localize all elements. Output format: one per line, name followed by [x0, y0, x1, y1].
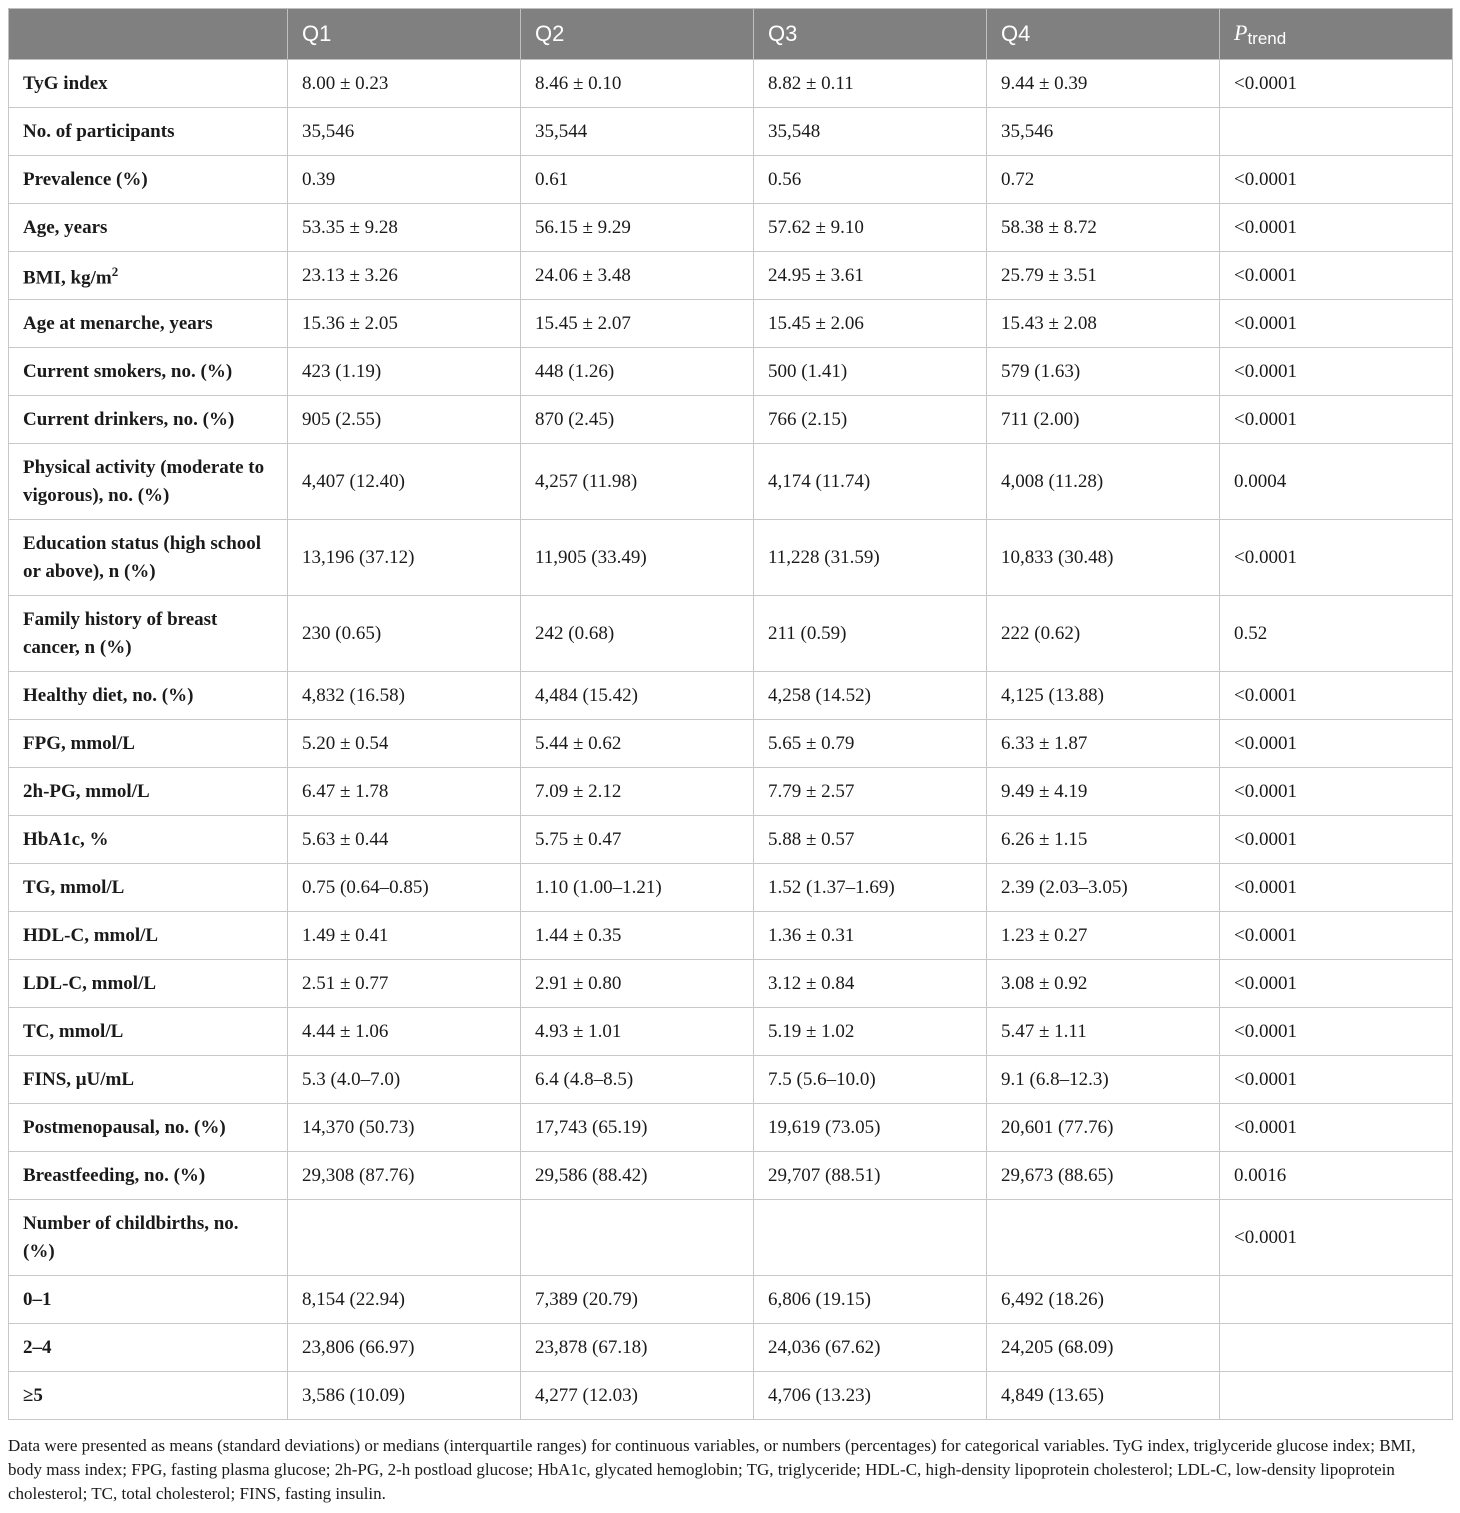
cell-q1 — [288, 1200, 521, 1276]
cell-q3: 24,036 (67.62) — [754, 1324, 987, 1372]
cell-q1: 6.47 ± 1.78 — [288, 768, 521, 816]
cell-p-trend — [1220, 1372, 1453, 1420]
cell-q1: 5.20 ± 0.54 — [288, 720, 521, 768]
cell-q4: 10,833 (30.48) — [987, 520, 1220, 596]
cell-p-trend: <0.0001 — [1220, 60, 1453, 108]
row-label-text: Healthy diet, no. (%) — [23, 684, 194, 706]
row-label-text: Family history of breast cancer, n (%) — [23, 608, 218, 658]
table-row — [9, 1200, 1453, 1276]
cell-q4: 3.08 ± 0.92 — [987, 960, 1220, 1008]
table-row — [9, 396, 1453, 444]
cell-q1: 13,196 (37.12) — [288, 520, 521, 596]
cell-q2: 4.93 ± 1.01 — [521, 1008, 754, 1056]
row-label — [9, 1104, 288, 1152]
cell-q3: 5.19 ± 1.02 — [754, 1008, 987, 1056]
cell-q2: 7,389 (20.79) — [521, 1276, 754, 1324]
table-row — [9, 720, 1453, 768]
cell-q1: 230 (0.65) — [288, 596, 521, 672]
cell-q3: 35,548 — [754, 108, 987, 156]
table-row — [9, 252, 1453, 300]
row-label — [9, 204, 288, 252]
row-label — [9, 60, 288, 108]
cell-q1: 0.39 — [288, 156, 521, 204]
cell-q4: 4,849 (13.65) — [987, 1372, 1220, 1420]
cell-q4: 25.79 ± 3.51 — [987, 252, 1220, 300]
row-label-text: Physical activity (moderate to vigorous), no. (%) — [23, 456, 265, 506]
row-label-text: TC, mmol/L — [23, 1020, 124, 1042]
cell-p-trend: <0.0001 — [1220, 1200, 1453, 1276]
row-label-text: HDL-C, mmol/L — [23, 924, 159, 946]
cell-p-trend: 0.0004 — [1220, 444, 1453, 520]
table-body — [9, 60, 1453, 1420]
cell-q2: 1.10 (1.00–1.21) — [521, 864, 754, 912]
row-label-text: Prevalence (%) — [23, 168, 148, 190]
cell-q1: 423 (1.19) — [288, 348, 521, 396]
cell-q1: 8,154 (22.94) — [288, 1276, 521, 1324]
cell-q1: 53.35 ± 9.28 — [288, 204, 521, 252]
row-label-text: FINS, μU/mL — [23, 1068, 135, 1090]
cell-q1: 14,370 (50.73) — [288, 1104, 521, 1152]
cell-q4: 6,492 (18.26) — [987, 1276, 1220, 1324]
table-row — [9, 156, 1453, 204]
row-label — [9, 960, 288, 1008]
cell-p-trend — [1220, 108, 1453, 156]
cell-p-trend: <0.0001 — [1220, 672, 1453, 720]
cell-q1: 0.75 (0.64–0.85) — [288, 864, 521, 912]
row-label-text: ≥5 — [23, 1384, 43, 1406]
row-label-text: No. of participants — [23, 120, 175, 142]
row-label-text: Education status (high school or above), n (%) — [23, 532, 262, 582]
table-row — [9, 204, 1453, 252]
cell-q4: 15.43 ± 2.08 — [987, 300, 1220, 348]
cell-q1: 29,308 (87.76) — [288, 1152, 521, 1200]
cell-q4: 222 (0.62) — [987, 596, 1220, 672]
cell-q4: 24,205 (68.09) — [987, 1324, 1220, 1372]
cell-q3: 7.79 ± 2.57 — [754, 768, 987, 816]
cell-q2: 11,905 (33.49) — [521, 520, 754, 596]
row-label — [9, 1008, 288, 1056]
header-variable — [9, 9, 288, 60]
row-label-text: Age, years — [23, 216, 108, 238]
data-table — [8, 8, 1453, 1420]
cell-p-trend: <0.0001 — [1220, 1056, 1453, 1104]
cell-q4: 9.49 ± 4.19 — [987, 768, 1220, 816]
row-label — [9, 768, 288, 816]
cell-p-trend: <0.0001 — [1220, 348, 1453, 396]
row-label-text: Current drinkers, no. (%) — [23, 408, 235, 430]
table-row — [9, 1056, 1453, 1104]
row-label-text: BMI, kg/m — [23, 267, 112, 289]
cell-q1: 35,546 — [288, 108, 521, 156]
cell-q3: 4,706 (13.23) — [754, 1372, 987, 1420]
header-q2: Q2 — [521, 9, 754, 60]
row-label — [9, 108, 288, 156]
cell-q4: 9.1 (6.8–12.3) — [987, 1056, 1220, 1104]
cell-q2: 35,544 — [521, 108, 754, 156]
cell-q2: 6.4 (4.8–8.5) — [521, 1056, 754, 1104]
cell-q2: 29,586 (88.42) — [521, 1152, 754, 1200]
cell-q2: 8.46 ± 0.10 — [521, 60, 754, 108]
table-row — [9, 60, 1453, 108]
cell-q2: 4,484 (15.42) — [521, 672, 754, 720]
row-label — [9, 1276, 288, 1324]
row-label-text: HbA1c, % — [23, 828, 109, 850]
cell-q2 — [521, 1200, 754, 1276]
cell-q4: 29,673 (88.65) — [987, 1152, 1220, 1200]
cell-q4: 4,008 (11.28) — [987, 444, 1220, 520]
table-header — [9, 9, 1453, 60]
cell-q4: 711 (2.00) — [987, 396, 1220, 444]
row-label-text: 2–4 — [23, 1336, 52, 1358]
cell-p-trend: <0.0001 — [1220, 520, 1453, 596]
table-row — [9, 348, 1453, 396]
row-label-text: TG, mmol/L — [23, 876, 125, 898]
table-row — [9, 520, 1453, 596]
table-row — [9, 960, 1453, 1008]
row-label — [9, 156, 288, 204]
cell-q1: 905 (2.55) — [288, 396, 521, 444]
cell-q3: 5.88 ± 0.57 — [754, 816, 987, 864]
row-label — [9, 1372, 288, 1420]
cell-p-trend — [1220, 1324, 1453, 1372]
cell-q2: 56.15 ± 9.29 — [521, 204, 754, 252]
cell-p-trend: <0.0001 — [1220, 960, 1453, 1008]
table-row — [9, 108, 1453, 156]
cell-q2: 5.44 ± 0.62 — [521, 720, 754, 768]
row-label-superscript: 2 — [111, 264, 119, 280]
row-label — [9, 912, 288, 960]
cell-q3: 19,619 (73.05) — [754, 1104, 987, 1152]
cell-q3: 24.95 ± 3.61 — [754, 252, 987, 300]
cell-q4: 0.72 — [987, 156, 1220, 204]
cell-q3 — [754, 1200, 987, 1276]
cell-q1: 1.49 ± 0.41 — [288, 912, 521, 960]
row-label — [9, 396, 288, 444]
row-label-text: Current smokers, no. (%) — [23, 360, 233, 382]
cell-q2: 0.61 — [521, 156, 754, 204]
cell-q3: 4,174 (11.74) — [754, 444, 987, 520]
cell-q2: 4,257 (11.98) — [521, 444, 754, 520]
table-row — [9, 596, 1453, 672]
header-p-trend — [1220, 9, 1453, 60]
cell-p-trend: <0.0001 — [1220, 156, 1453, 204]
cell-p-trend: <0.0001 — [1220, 396, 1453, 444]
cell-q2: 448 (1.26) — [521, 348, 754, 396]
row-label — [9, 1324, 288, 1372]
cell-p-trend — [1220, 1276, 1453, 1324]
header-q4: Q4 — [987, 9, 1220, 60]
cell-q2: 4,277 (12.03) — [521, 1372, 754, 1420]
cell-p-trend: <0.0001 — [1220, 912, 1453, 960]
row-label — [9, 672, 288, 720]
table-row — [9, 1324, 1453, 1372]
cell-p-trend: 0.0016 — [1220, 1152, 1453, 1200]
row-label — [9, 864, 288, 912]
cell-p-trend: <0.0001 — [1220, 204, 1453, 252]
cell-q1: 4,832 (16.58) — [288, 672, 521, 720]
cell-q4: 35,546 — [987, 108, 1220, 156]
cell-q2: 2.91 ± 0.80 — [521, 960, 754, 1008]
row-label-text: TyG index — [23, 72, 108, 94]
cell-p-trend: <0.0001 — [1220, 1008, 1453, 1056]
cell-q1: 5.63 ± 0.44 — [288, 816, 521, 864]
row-label — [9, 720, 288, 768]
cell-p-trend: <0.0001 — [1220, 1104, 1453, 1152]
cell-q3: 1.52 (1.37–1.69) — [754, 864, 987, 912]
cell-q1: 8.00 ± 0.23 — [288, 60, 521, 108]
cell-q3: 11,228 (31.59) — [754, 520, 987, 596]
header-q1: Q1 — [288, 9, 521, 60]
row-label-text: Breastfeeding, no. (%) — [23, 1164, 206, 1186]
row-label-text: Age at menarche, years — [23, 312, 213, 334]
row-label-text: 0–1 — [23, 1288, 52, 1310]
cell-q3: 7.5 (5.6–10.0) — [754, 1056, 987, 1104]
cell-q2: 5.75 ± 0.47 — [521, 816, 754, 864]
table-container — [8, 8, 1452, 1420]
row-label — [9, 816, 288, 864]
table-row — [9, 1104, 1453, 1152]
cell-q3: 6,806 (19.15) — [754, 1276, 987, 1324]
row-label-text: 2h-PG, mmol/L — [23, 780, 150, 802]
cell-q4: 9.44 ± 0.39 — [987, 60, 1220, 108]
row-label-text: Number of childbirths, no. (%) — [23, 1212, 239, 1262]
cell-q4: 58.38 ± 8.72 — [987, 204, 1220, 252]
table-row — [9, 1152, 1453, 1200]
header-p-sub: trend — [1247, 28, 1287, 48]
table-row — [9, 1372, 1453, 1420]
cell-q1: 3,586 (10.09) — [288, 1372, 521, 1420]
cell-q4: 6.26 ± 1.15 — [987, 816, 1220, 864]
table-row — [9, 912, 1453, 960]
cell-q3: 0.56 — [754, 156, 987, 204]
row-label-text: Postmenopausal, no. (%) — [23, 1116, 226, 1138]
table-row — [9, 444, 1453, 520]
cell-p-trend: <0.0001 — [1220, 300, 1453, 348]
cell-q3: 5.65 ± 0.79 — [754, 720, 987, 768]
row-label — [9, 444, 288, 520]
cell-q1: 4,407 (12.40) — [288, 444, 521, 520]
cell-p-trend: <0.0001 — [1220, 864, 1453, 912]
cell-q1: 4.44 ± 1.06 — [288, 1008, 521, 1056]
cell-q2: 15.45 ± 2.07 — [521, 300, 754, 348]
cell-q4: 579 (1.63) — [987, 348, 1220, 396]
row-label-text: FPG, mmol/L — [23, 732, 135, 754]
cell-q4: 5.47 ± 1.11 — [987, 1008, 1220, 1056]
row-label — [9, 300, 288, 348]
cell-q2: 23,878 (67.18) — [521, 1324, 754, 1372]
row-label — [9, 252, 288, 300]
cell-q3: 1.36 ± 0.31 — [754, 912, 987, 960]
table-footnote: Data were presented as means (standard deviations) or medians (interquartile ranges) for continuous variables, or numbers (percentages) for categorical variables. TyG index, triglyceride glucose index; BMI, body mass index; FPG, fasting plasma glucose; 2h-PG, 2-h postload glucose; HbA1c, glycated hemoglobin; TG, triglyceride; HDL-C, high-density lipoprotein cholesterol; LDL-C, low-density lipoprotein cholesterol; TC, total cholesterol; FINS, fasting insulin. — [8, 1436, 1416, 1503]
table-row — [9, 768, 1453, 816]
cell-q3: 15.45 ± 2.06 — [754, 300, 987, 348]
table-row — [9, 672, 1453, 720]
cell-q4 — [987, 1200, 1220, 1276]
row-label — [9, 520, 288, 596]
cell-q4: 20,601 (77.76) — [987, 1104, 1220, 1152]
cell-q1: 23,806 (66.97) — [288, 1324, 521, 1372]
cell-q1: 15.36 ± 2.05 — [288, 300, 521, 348]
cell-q2: 24.06 ± 3.48 — [521, 252, 754, 300]
header-q3: Q3 — [754, 9, 987, 60]
row-label — [9, 1152, 288, 1200]
table-row — [9, 1008, 1453, 1056]
cell-q4: 2.39 (2.03–3.05) — [987, 864, 1220, 912]
cell-q2: 17,743 (65.19) — [521, 1104, 754, 1152]
cell-q4: 6.33 ± 1.87 — [987, 720, 1220, 768]
table-row — [9, 816, 1453, 864]
cell-q2: 870 (2.45) — [521, 396, 754, 444]
row-label — [9, 596, 288, 672]
cell-q3: 8.82 ± 0.11 — [754, 60, 987, 108]
cell-p-trend: <0.0001 — [1220, 720, 1453, 768]
cell-q3: 3.12 ± 0.84 — [754, 960, 987, 1008]
row-label — [9, 1056, 288, 1104]
cell-q1: 23.13 ± 3.26 — [288, 252, 521, 300]
row-label — [9, 1200, 288, 1276]
cell-q1: 2.51 ± 0.77 — [288, 960, 521, 1008]
cell-q3: 57.62 ± 9.10 — [754, 204, 987, 252]
cell-p-trend: <0.0001 — [1220, 252, 1453, 300]
table-row — [9, 1276, 1453, 1324]
table-row — [9, 864, 1453, 912]
cell-q2: 7.09 ± 2.12 — [521, 768, 754, 816]
table-row — [9, 300, 1453, 348]
cell-p-trend: <0.0001 — [1220, 816, 1453, 864]
cell-q3: 29,707 (88.51) — [754, 1152, 987, 1200]
cell-q4: 1.23 ± 0.27 — [987, 912, 1220, 960]
cell-q3: 211 (0.59) — [754, 596, 987, 672]
cell-q3: 766 (2.15) — [754, 396, 987, 444]
cell-q3: 4,258 (14.52) — [754, 672, 987, 720]
cell-q3: 500 (1.41) — [754, 348, 987, 396]
header-p-main: P — [1234, 19, 1248, 45]
cell-q4: 4,125 (13.88) — [987, 672, 1220, 720]
cell-q1: 5.3 (4.0–7.0) — [288, 1056, 521, 1104]
row-label — [9, 348, 288, 396]
cell-q2: 1.44 ± 0.35 — [521, 912, 754, 960]
header-row — [9, 9, 1453, 60]
row-label-text: LDL-C, mmol/L — [23, 972, 156, 994]
cell-p-trend: 0.52 — [1220, 596, 1453, 672]
cell-q2: 242 (0.68) — [521, 596, 754, 672]
cell-p-trend: <0.0001 — [1220, 768, 1453, 816]
